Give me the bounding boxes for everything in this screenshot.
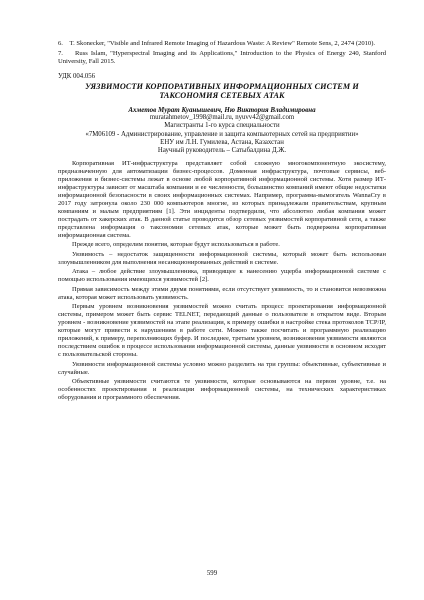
- paragraph: Уязвимости информационной системы условно можно разделить на три группы: объективные, субъективные и случайные.: [58, 360, 386, 376]
- page-number: 599: [206, 570, 218, 577]
- affiliation-line: ЕНУ им Л.Н. Гумилева, Астана, Казахстан: [160, 138, 284, 146]
- paragraph: Прямая зависимость между этими двумя понятиями, если отсутствует уязвимость, то и становится невозможна атака, которая может использовать уязвимость.: [58, 285, 386, 301]
- reference-item: 7. Russ Islam, "Hyperspectral Imaging and its Applications," Introduction to the Physics of Energy 240, Stanford University, Fall 2015.: [58, 50, 386, 66]
- author-emails: muratahmetov_1998@mail.ru, nyuvv42@gmail.com: [149, 114, 295, 122]
- paragraph: Атака – любое действие злоумышленника, приводящее к нанесению ущерба информационной системе с помощью использования имеющихся уязвимостей [2].: [58, 268, 386, 284]
- paragraph: Корпоративная ИТ-инфраструктура представляет собой сложную многокомпонентную экосистему, предназначенную для автоматизации бизнес-процессов. Доменная инфраструктура, почтовые сервисы, веб-приложения и бизнес-системы лежат в основе любой корпоративной информационной системы. Хотя размер ИТ-инфраструктуры зависит от масштаба компании и ее численности, большинство компаний имеют общие недостатки информационной безопасности в своих информационных системах. Например, программа-вымогатель WannaCry в 2017 году затронула около 230 000 компьютеров многие, из которых принадлежали правительствам, крупным компаниям и малым предприятиям [1]. Эти инциденты подтвердили, что абсолютно любая компания может пострадать от хакерских атак. В данной статье проводится обзор сетевых уязвимостей корпоративной сети, а также представлена информация о таксономии сетевых атак, которые может быть подвержена корпоративная информационная система.: [58, 160, 386, 239]
- reference-list: [58, 40, 386, 67]
- paragraph: Первым уровнем возникновения уязвимостей можно считать процесс проектирования информационной системы, примером может быть сервис TELNET, передающий данные о пользователе в открытом виде. Вторым уровнем - возникновение уязвимостей на этапе реализации, к примеру ошибки в настройке стека протоколов TCP/IP, которые могут привести к нарушениям в работе сети. Можно также посчитать и программную реализацию приложений, к примеру, переполняющих буфер. И последнее, третьим уровнем, возникновения уязвимости являются последствием ошибок в процессе использования информационной системы, данные уязвимости в основном исходят с пользовательской стороны.: [58, 303, 386, 359]
- paragraph: Объективные уязвимости считаются те уязвимости, которые основываются на первом уровне, т.е. на особенностях проектирования и реализации информационной системы, на технических характеристиках оборудования и программного обеспечения.: [58, 378, 386, 402]
- affiliation-line: «7М06109 - Администрирование, управление и защита компьютерных сетей на предприятии»: [85, 130, 359, 138]
- article-title-line: УЯЗВИМОСТИ КОРПОРАТИВНЫХ ИНФОРМАЦИОННЫХ СИСТЕМ И: [85, 81, 359, 91]
- article-title: [58, 82, 386, 101]
- paragraph: Прежде всего, определим понятия, которые будут использоваться в работе.: [72, 241, 280, 249]
- authors: Ахметов Мурат Куанышевич, Ню Виктория Владимировна: [128, 105, 316, 114]
- paragraph: Уязвимость – недостаток защищенности информационной системы, который может быть использован злоумышленником для выполнения несанкционированных действий в системе.: [58, 250, 386, 266]
- reference-item: 6. T. Skonecker, "Visible and Infrared Remote Imaging of Hazardous Waste: A Review" Remote Sens, 2, 2474 (2010).: [58, 40, 376, 47]
- article-body: [58, 160, 386, 402]
- udc-code: УДК 004.056: [58, 72, 96, 80]
- affiliation-line: Магистранты 1-го курса специальности: [164, 122, 280, 130]
- supervisor: Научный руководитель – Сатыбалдина Д.Ж.: [157, 147, 287, 155]
- article-title-line: ТАКСОНОМИЯ СЕТЕВЫХ АТАК: [159, 91, 285, 101]
